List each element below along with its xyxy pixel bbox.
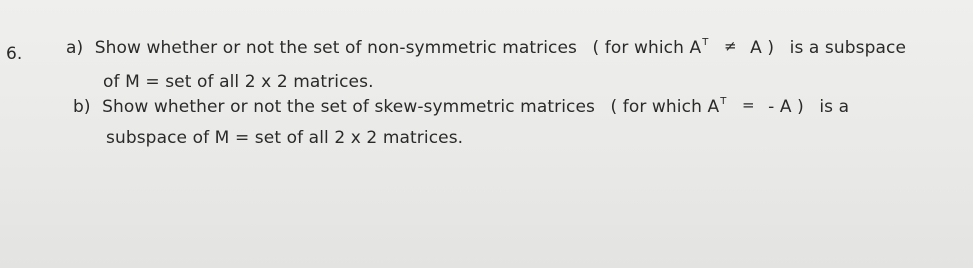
- part-b-statement: Show whether or not the set of skew-symmetric matrices: [102, 97, 595, 117]
- part-a-transpose-superscript: T: [702, 37, 709, 48]
- part-b-line-2: subspace of M = set of all 2 x 2 matrices.: [106, 128, 464, 148]
- part-a-line-1: [66, 38, 906, 58]
- part-a-condition-open: ( for which: [592, 38, 684, 58]
- part-a-statement: Show whether or not the set of non-symmetric matrices: [94, 38, 578, 58]
- part-a-matrix-a: A: [689, 38, 702, 58]
- part-b-matrix-a: A: [707, 97, 720, 117]
- part-a-tail: is a subspace: [789, 38, 907, 58]
- question-number: 6.: [6, 44, 23, 64]
- part-b-label: b): [73, 97, 91, 117]
- part-b-negative-a-close: - A ): [768, 97, 804, 117]
- part-a-not-equal-symbol: ≠: [723, 37, 737, 55]
- part-b-transpose-superscript: T: [720, 96, 727, 107]
- part-a-line-2: of M = set of all 2 x 2 matrices.: [103, 72, 374, 92]
- part-b-line-1: [73, 97, 849, 117]
- part-b-equal-symbol: =: [741, 96, 755, 114]
- part-b-tail: is a: [819, 97, 850, 117]
- part-b-condition-open: ( for which: [610, 97, 702, 117]
- part-a-label: a): [66, 38, 84, 58]
- part-a-matrix-a-close: A ): [750, 38, 775, 58]
